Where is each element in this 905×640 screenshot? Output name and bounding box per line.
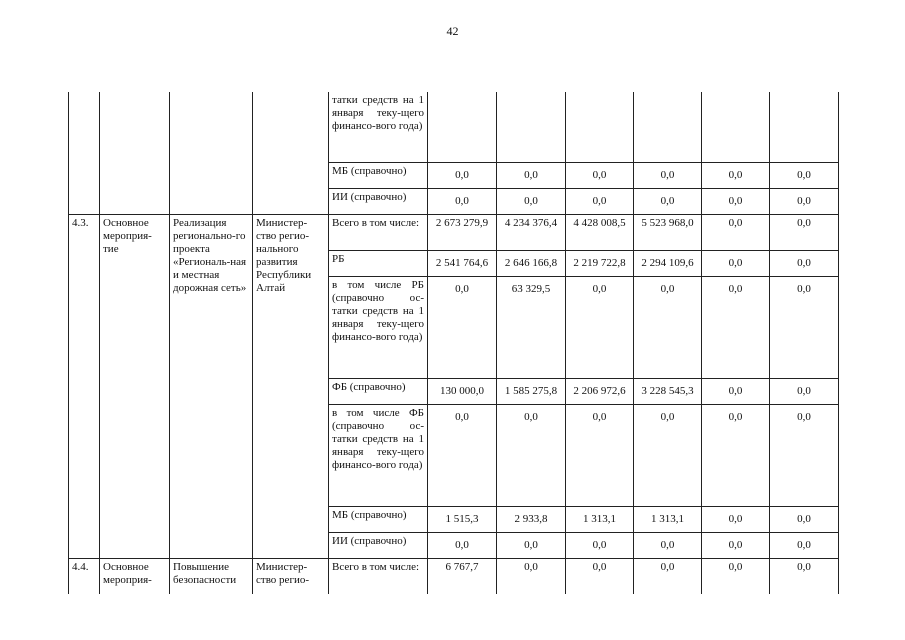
table-row <box>69 214 839 250</box>
amount-cell: 0,0 <box>497 532 566 558</box>
amount-cell: 2 646 166,8 <box>497 250 566 276</box>
amount-cell: 0,0 <box>566 532 634 558</box>
amount-cell: 3 228 545,3 <box>634 378 702 404</box>
amount-cell: 0,0 <box>770 378 839 404</box>
funding-source: в том числе РБ (справочно ос-татки средств на 1 января теку-щего финансо-вого года) <box>329 276 428 378</box>
funding-source: ИИ (справочно) <box>329 188 428 214</box>
budget-table <box>68 92 839 594</box>
amount-cell: 1 313,1 <box>566 506 634 532</box>
amount-cell: 0,0 <box>702 162 770 188</box>
amount-cell: 0,0 <box>566 276 634 378</box>
amount-cell: 0,0 <box>428 188 497 214</box>
funding-source: ФБ (справочно) <box>329 378 428 404</box>
amount-cell: 0,0 <box>428 276 497 378</box>
amount-cell: 0,0 <box>634 276 702 378</box>
amount-cell: 1 313,1 <box>634 506 702 532</box>
amount-cell: 0,0 <box>428 404 497 506</box>
amount-cell <box>634 92 702 162</box>
amount-cell: 0,0 <box>497 558 566 594</box>
amount-cell: 0,0 <box>702 532 770 558</box>
amount-cell <box>428 92 497 162</box>
activity-name <box>100 92 170 214</box>
amount-cell: 0,0 <box>566 558 634 594</box>
amount-cell: 0,0 <box>634 188 702 214</box>
amount-cell: 0,0 <box>770 250 839 276</box>
executor-name <box>253 92 329 214</box>
page-number: 42 <box>446 24 459 38</box>
amount-cell: 4 428 008,5 <box>566 214 634 250</box>
amount-cell: 130 000,0 <box>428 378 497 404</box>
amount-cell: 0,0 <box>770 188 839 214</box>
amount-cell: 0,0 <box>770 162 839 188</box>
row-number: 4.3. <box>69 214 100 558</box>
amount-cell: 0,0 <box>634 404 702 506</box>
amount-cell: 0,0 <box>770 276 839 378</box>
amount-cell: 2 541 764,6 <box>428 250 497 276</box>
amount-cell: 4 234 376,4 <box>497 214 566 250</box>
amount-cell: 0,0 <box>770 558 839 594</box>
amount-cell: 2 673 279,9 <box>428 214 497 250</box>
funding-source: ИИ (справочно) <box>329 532 428 558</box>
amount-cell <box>497 92 566 162</box>
activity-name: Основное мероприя- <box>100 558 170 594</box>
amount-cell: 0,0 <box>634 532 702 558</box>
amount-cell: 0,0 <box>702 506 770 532</box>
amount-cell: 6 767,7 <box>428 558 497 594</box>
row-number: 4.4. <box>69 558 100 594</box>
amount-cell: 2 933,8 <box>497 506 566 532</box>
amount-cell: 63 329,5 <box>497 276 566 378</box>
amount-cell: 1 515,3 <box>428 506 497 532</box>
amount-cell: 0,0 <box>634 558 702 594</box>
funding-source: Всего в том числе: <box>329 558 428 594</box>
project-name: Повышение безопасности <box>170 558 253 594</box>
amount-cell: 0,0 <box>702 404 770 506</box>
amount-cell: 0,0 <box>428 532 497 558</box>
funding-source: Всего в том числе: <box>329 214 428 250</box>
amount-cell: 0,0 <box>770 506 839 532</box>
amount-cell: 0,0 <box>497 404 566 506</box>
amount-cell: 0,0 <box>702 276 770 378</box>
amount-cell: 0,0 <box>702 214 770 250</box>
amount-cell: 0,0 <box>566 162 634 188</box>
amount-cell: 5 523 968,0 <box>634 214 702 250</box>
amount-cell: 0,0 <box>770 404 839 506</box>
amount-cell: 0,0 <box>702 250 770 276</box>
amount-cell: 0,0 <box>428 162 497 188</box>
amount-cell <box>770 92 839 162</box>
amount-cell: 0,0 <box>634 162 702 188</box>
amount-cell <box>702 92 770 162</box>
amount-cell: 2 206 972,6 <box>566 378 634 404</box>
project-name <box>170 92 253 214</box>
funding-source: татки средств на 1 января теку-щего финансо-вого года) <box>329 92 428 162</box>
amount-cell: 0,0 <box>497 188 566 214</box>
funding-source: МБ (справочно) <box>329 506 428 532</box>
amount-cell: 2 219 722,8 <box>566 250 634 276</box>
row-number <box>69 92 100 214</box>
project-name: Реализация регионально-го проекта «Региональ-ная и местная дорожная сеть» <box>170 214 253 558</box>
amount-cell: 0,0 <box>566 188 634 214</box>
activity-name: Основное мероприя-тие <box>100 214 170 558</box>
table-body <box>69 92 839 594</box>
executor-name: Министер-ство регио- <box>253 558 329 594</box>
amount-cell: 1 585 275,8 <box>497 378 566 404</box>
funding-source: МБ (справочно) <box>329 162 428 188</box>
amount-cell: 0,0 <box>770 532 839 558</box>
amount-cell <box>566 92 634 162</box>
amount-cell: 0,0 <box>702 378 770 404</box>
amount-cell: 0,0 <box>770 214 839 250</box>
amount-cell: 0,0 <box>566 404 634 506</box>
amount-cell: 2 294 109,6 <box>634 250 702 276</box>
amount-cell: 0,0 <box>702 188 770 214</box>
table-row <box>69 92 839 162</box>
executor-name: Министер-ство регио-нального развития Республики Алтай <box>253 214 329 558</box>
amount-cell: 0,0 <box>497 162 566 188</box>
funding-source: в том числе ФБ (справочно ос-татки средств на 1 января теку-щего финансо-вого года) <box>329 404 428 506</box>
table-row <box>69 558 839 594</box>
amount-cell: 0,0 <box>702 558 770 594</box>
funding-source: РБ <box>329 250 428 276</box>
